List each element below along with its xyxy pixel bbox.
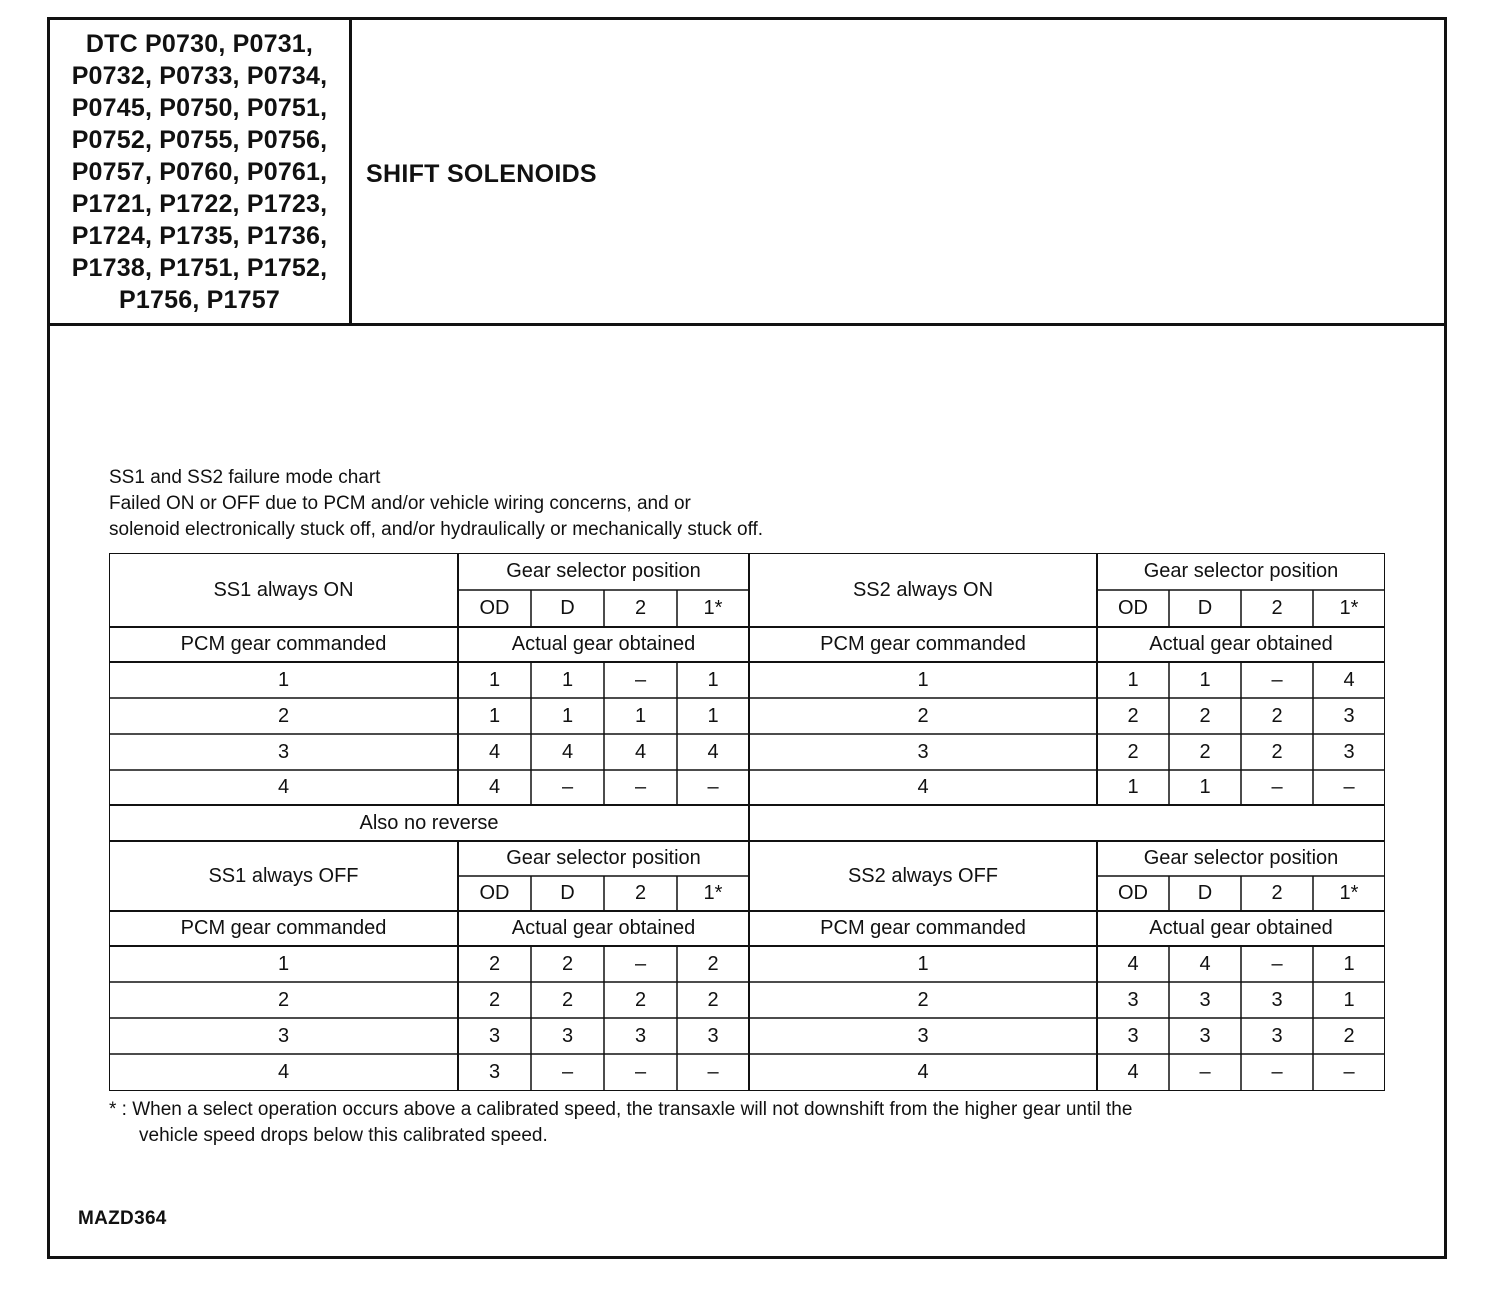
obtained-gear: 2 bbox=[634, 988, 647, 1011]
position-header: 1* bbox=[703, 597, 723, 619]
position-header: D bbox=[560, 882, 575, 904]
obtained-gear: 3 bbox=[1271, 1024, 1283, 1047]
commanded-gear: 2 bbox=[277, 704, 290, 727]
obtained-gear: 4 bbox=[561, 740, 574, 763]
obtained-gear: 3 bbox=[1343, 704, 1355, 727]
commanded-gear: 4 bbox=[277, 1061, 290, 1083]
actual-gear-header: Actual gear obtained bbox=[1149, 633, 1333, 655]
obtained-gear: 4 bbox=[1199, 952, 1211, 975]
position-header: 2 bbox=[1271, 597, 1283, 619]
obtained-gear: 3 bbox=[1343, 740, 1355, 763]
pcm-gear-header: PCM gear commanded bbox=[820, 633, 1026, 655]
obtained-gear: – bbox=[561, 1061, 574, 1083]
commanded-gear: 4 bbox=[917, 776, 929, 798]
obtained-gear: 4 bbox=[634, 740, 647, 763]
obtained-gear: 3 bbox=[1127, 1024, 1139, 1047]
position-header: 2 bbox=[1271, 882, 1283, 904]
obtained-gear: 1 bbox=[488, 668, 501, 691]
pcm-gear-header: PCM gear commanded bbox=[820, 917, 1026, 939]
obtained-gear: – bbox=[634, 952, 647, 975]
obtained-gear: – bbox=[1271, 668, 1283, 691]
obtained-gear: – bbox=[1343, 1061, 1355, 1083]
gear-selector-header: Gear selector position bbox=[1143, 847, 1339, 869]
dtc-cell bbox=[50, 20, 352, 323]
obtained-gear: – bbox=[1271, 1061, 1283, 1083]
dtc-line: P1738, P1751, P1752, bbox=[71, 253, 328, 282]
commanded-gear: 1 bbox=[277, 952, 290, 975]
obtained-gear: 3 bbox=[1271, 988, 1283, 1011]
obtained-gear: 3 bbox=[707, 1024, 719, 1047]
position-header: D bbox=[1197, 882, 1213, 904]
obtained-gear: 3 bbox=[634, 1024, 647, 1047]
obtained-gear: 2 bbox=[488, 988, 501, 1011]
obtained-gear: – bbox=[707, 1061, 719, 1083]
commanded-gear: 3 bbox=[917, 1024, 929, 1047]
failure-mode-chart bbox=[109, 553, 1385, 1091]
position-header: OD bbox=[479, 882, 510, 904]
obtained-gear: – bbox=[634, 1061, 647, 1083]
actual-gear-header: Actual gear obtained bbox=[511, 917, 696, 939]
obtained-gear: 3 bbox=[561, 1024, 574, 1047]
obtained-gear: 1 bbox=[707, 704, 719, 727]
obtained-gear: 4 bbox=[1127, 952, 1139, 975]
obtained-gear: 4 bbox=[1127, 1061, 1139, 1083]
commanded-gear: 4 bbox=[277, 776, 290, 798]
position-header: 1* bbox=[1339, 597, 1359, 619]
dtc-line: P0757, P0760, P0761, bbox=[71, 157, 328, 186]
position-header: D bbox=[560, 597, 575, 619]
obtained-gear: – bbox=[1271, 952, 1283, 975]
dtc-line: P0732, P0733, P0734, bbox=[71, 61, 328, 90]
obtained-gear: 2 bbox=[1271, 740, 1283, 763]
dtc-line: P1756, P1757 bbox=[119, 285, 280, 314]
footnote bbox=[109, 1097, 1132, 1149]
obtained-gear: 1 bbox=[1127, 776, 1139, 798]
obtained-gear: 2 bbox=[561, 988, 574, 1011]
actual-gear-header: Actual gear obtained bbox=[511, 633, 696, 655]
commanded-gear: 2 bbox=[917, 988, 929, 1011]
obtained-gear: 1 bbox=[1343, 952, 1355, 975]
also-no-reverse-note: Also no reverse bbox=[359, 811, 499, 834]
obtained-gear: 2 bbox=[707, 952, 719, 975]
block-title: SS2 always ON bbox=[852, 578, 994, 601]
obtained-gear: 2 bbox=[1199, 704, 1211, 727]
pcm-gear-header: PCM gear commanded bbox=[180, 917, 387, 939]
obtained-gear: 1 bbox=[1199, 776, 1211, 798]
block-title: SS1 always OFF bbox=[208, 864, 359, 887]
position-header: 2 bbox=[634, 597, 647, 619]
dtc-line: P1721, P1722, P1723, bbox=[71, 189, 328, 218]
obtained-gear: – bbox=[561, 776, 574, 798]
obtained-gear: – bbox=[707, 776, 719, 798]
commanded-gear: 2 bbox=[917, 704, 929, 727]
position-header: OD bbox=[479, 597, 510, 619]
position-header: OD bbox=[1118, 882, 1148, 904]
dtc-line: P0745, P0750, P0751, bbox=[71, 93, 328, 122]
dtc-line: P1724, P1735, P1736, bbox=[71, 221, 328, 250]
footnote-line: vehicle speed drops below this calibrated speed. bbox=[139, 1125, 548, 1146]
gear-selector-header: Gear selector position bbox=[506, 560, 701, 582]
obtained-gear: 1 bbox=[634, 704, 647, 727]
obtained-gear: 1 bbox=[561, 704, 574, 727]
obtained-gear: – bbox=[634, 776, 647, 798]
caption-line: SS1 and SS2 failure mode chart bbox=[109, 467, 381, 488]
obtained-gear: 4 bbox=[488, 776, 501, 798]
obtained-gear: 2 bbox=[707, 988, 719, 1011]
obtained-gear: 2 bbox=[1127, 704, 1139, 727]
position-header: D bbox=[1197, 597, 1213, 619]
dtc-code-list bbox=[72, 28, 328, 316]
block-title: SS1 always ON bbox=[213, 578, 354, 601]
obtained-gear: 4 bbox=[1343, 668, 1355, 691]
gear-selector-header: Gear selector position bbox=[1143, 560, 1339, 582]
dtc-line: P0752, P0755, P0756, bbox=[71, 125, 328, 154]
obtained-gear: 3 bbox=[1199, 1024, 1211, 1047]
header-row bbox=[50, 20, 1444, 326]
page-title: SHIFT SOLENOIDS bbox=[366, 160, 597, 188]
commanded-gear: 3 bbox=[917, 740, 929, 763]
obtained-gear: – bbox=[1343, 776, 1355, 798]
obtained-gear: 1 bbox=[1127, 668, 1139, 691]
commanded-gear: 1 bbox=[917, 952, 929, 975]
obtained-gear: 3 bbox=[1127, 988, 1139, 1011]
position-header: 1* bbox=[703, 882, 723, 904]
obtained-gear: 1 bbox=[1343, 988, 1355, 1011]
obtained-gear: 1 bbox=[707, 668, 719, 691]
actual-gear-header: Actual gear obtained bbox=[1149, 917, 1333, 939]
obtained-gear: 1 bbox=[488, 704, 501, 727]
dtc-line: DTC P0730, P0731, bbox=[85, 29, 314, 58]
obtained-gear: – bbox=[1199, 1061, 1211, 1083]
commanded-gear: 4 bbox=[917, 1061, 929, 1083]
obtained-gear: 4 bbox=[707, 740, 719, 763]
obtained-gear: – bbox=[634, 668, 647, 691]
obtained-gear: 3 bbox=[488, 1061, 501, 1083]
commanded-gear: 3 bbox=[277, 1024, 290, 1047]
commanded-gear: 3 bbox=[277, 740, 290, 763]
gear-selector-header: Gear selector position bbox=[506, 847, 701, 869]
chart-caption bbox=[109, 465, 763, 543]
obtained-gear: 3 bbox=[1199, 988, 1211, 1011]
obtained-gear: – bbox=[1271, 776, 1283, 798]
obtained-gear: 4 bbox=[488, 740, 501, 763]
position-header: 1* bbox=[1339, 882, 1359, 904]
obtained-gear: 2 bbox=[1343, 1024, 1355, 1047]
commanded-gear: 2 bbox=[277, 988, 290, 1011]
obtained-gear: 2 bbox=[1199, 740, 1211, 763]
obtained-gear: 2 bbox=[561, 952, 574, 975]
caption-line: solenoid electronically stuck off, and/or hydraulically or mechanically stuck off. bbox=[109, 519, 764, 540]
obtained-gear: 2 bbox=[1127, 740, 1139, 763]
commanded-gear: 1 bbox=[277, 668, 290, 691]
commanded-gear: 1 bbox=[917, 668, 929, 691]
obtained-gear: 2 bbox=[1271, 704, 1283, 727]
position-header: OD bbox=[1118, 597, 1148, 619]
footnote-line: * : When a select operation occurs above a calibrated speed, the transaxle will not downshift from the higher gear until the bbox=[109, 1099, 1133, 1120]
obtained-gear: 2 bbox=[488, 952, 501, 975]
pcm-gear-header: PCM gear commanded bbox=[180, 633, 387, 655]
position-header: 2 bbox=[634, 882, 647, 904]
figure-code: MAZD364 bbox=[78, 1208, 167, 1229]
obtained-gear: 3 bbox=[488, 1024, 501, 1047]
obtained-gear: 1 bbox=[561, 668, 574, 691]
caption-line: Failed ON or OFF due to PCM and/or vehicle wiring concerns, and or bbox=[109, 493, 691, 514]
block-title: SS2 always OFF bbox=[847, 864, 999, 887]
obtained-gear: 1 bbox=[1199, 668, 1211, 691]
